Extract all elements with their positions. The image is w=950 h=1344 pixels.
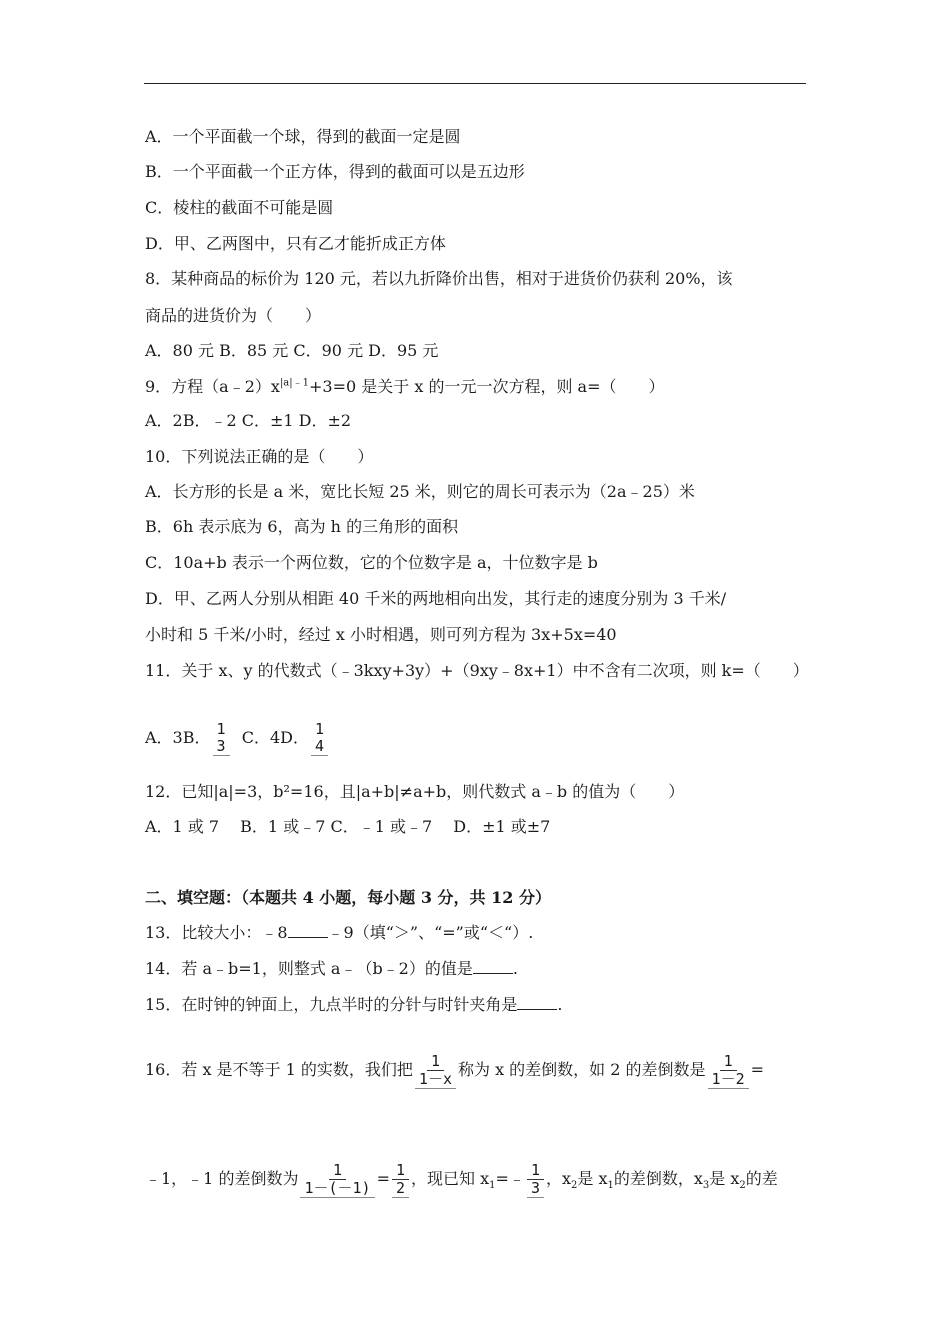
fraction-denominator: 3 (527, 1180, 544, 1198)
fraction-numerator: 1 (720, 1053, 737, 1071)
fraction-numerator: 1 (392, 1162, 409, 1180)
fraction-denominator: 4 (311, 738, 328, 756)
q8-options: A．80 元 B．85 元 C．90 元 D．95 元 (145, 341, 439, 360)
q16-equals-2: = (376, 1169, 390, 1188)
q9-exponent: |a|﹣1 (279, 377, 309, 389)
q16-l2-eq: =﹣ (495, 1169, 525, 1188)
q16-fraction-1-over-2 (392, 1162, 409, 1198)
q16-l2-a: ，x (545, 1169, 571, 1188)
q16-fraction-1-over-3 (527, 1162, 544, 1198)
q16-line2 (145, 1157, 778, 1201)
q16-fraction-1-over-1-minus-x (415, 1053, 456, 1089)
q14-pre: 14．若 a﹣b=1，则整式 a﹣（b﹣2）的值是 (145, 959, 473, 978)
fraction-denominator: 2 (392, 1180, 409, 1198)
q12-stem: 12．已知|a|=3，b²=16，且|a+b|≠a+b，则代数式 a﹣b 的值为（ ） (145, 782, 685, 801)
q16-l2-c: 的差倒数，x (613, 1169, 703, 1188)
q11-option-c-d-prefix: C．4D． (241, 728, 309, 747)
q11-option-d-fraction (311, 721, 328, 756)
q16-l2-d: 是 x (709, 1169, 740, 1188)
header-rule (144, 83, 806, 84)
q14 (145, 958, 518, 980)
subscript: 1 (607, 1180, 614, 1192)
q9-options: A．2B．﹣2 C．±1 D．±2 (145, 411, 352, 430)
q13 (145, 922, 533, 944)
q13-answer-blank[interactable] (288, 923, 328, 938)
q11-stem: 11．关于 x、y 的代数式（﹣3kxy+3y）+（9xy﹣8x+1）中不含有二次项，则 k=（ ） (145, 661, 809, 680)
q11-option-a-b-prefix: A．3B． (145, 728, 211, 747)
fraction-denominator: 3 (213, 738, 230, 756)
q8-stem-line1: 8．某种商品的标价为 120 元，若以九折降价出售，相对于进货价仍获利 20%，该 (145, 269, 733, 288)
q9-stem (145, 376, 665, 398)
q10-option-b: B．6h 表示底为 6，高为 h 的三角形的面积 (145, 517, 459, 536)
subscript: 3 (702, 1180, 710, 1192)
q8-stem-line2: 商品的进货价为（ ） (145, 306, 322, 325)
subscript: 2 (739, 1180, 746, 1192)
q10-option-d-line2: 小时和 5 千米/小时，经过 x 小时相遇，则可列方程为 3x+5x=40 (145, 625, 617, 644)
q7-option-b: B．一个平面截一个正方体，得到的截面可以是五边形 (145, 162, 525, 181)
q16-fraction-1-over-1-minus-2 (708, 1053, 749, 1089)
q12-options: A．1 或 7 B．1 或﹣7 C．﹣1 或﹣7 D．±1 或±7 (145, 817, 551, 836)
q7-option-d: D．甲、乙两图中，只有乙才能折成正方体 (145, 234, 446, 253)
subscript: 2 (571, 1180, 578, 1192)
q11-options (145, 718, 330, 758)
subscript: 1 (489, 1180, 496, 1192)
q13-pre: 13．比较大小：﹣8 (145, 923, 288, 942)
q7-option-c: C．棱柱的截面不可能是圆 (145, 198, 334, 217)
fraction-denominator: 1－(－1) (300, 1180, 374, 1198)
q7-option-a: A．一个平面截一个球，得到的截面一定是圆 (145, 127, 461, 146)
q10-option-d-line1: D．甲、乙两人分别从相距 40 千米的两地相向出发，其行走的速度分别为 3 千米/ (145, 589, 727, 608)
q14-answer-blank[interactable] (473, 959, 513, 974)
q16-mid: 称为 x 的差倒数，如 2 的差倒数是 (457, 1060, 706, 1079)
q16-l2-e: 的差 (745, 1169, 778, 1188)
fraction-denominator: 1－x (415, 1071, 456, 1089)
q15-answer-blank[interactable] (517, 995, 557, 1010)
q16-l2-mid: ，现已知 x (411, 1169, 490, 1188)
q9-stem-post: +3=0 是关于 x 的一元一次方程，则 a=（ ） (309, 377, 665, 396)
q16-l2-pre: ﹣1，﹣1 的差倒数为 (145, 1169, 299, 1188)
q10-option-a: A．长方形的长是 a 米，宽比长短 25 米，则它的周长可表示为（2a﹣25）米 (145, 482, 695, 501)
q15-post: . (557, 995, 563, 1014)
q13-post: ﹣9（填“＞”、“=”或“＜“）. (327, 923, 534, 942)
q11-option-b-fraction (213, 721, 230, 756)
fraction-numerator: 1 (216, 720, 226, 738)
q16-line1 (145, 1048, 764, 1092)
q9-stem-pre: 9．方程（a﹣2）x (145, 377, 280, 396)
q16-equals: = (750, 1060, 765, 1079)
fraction-numerator: 1 (427, 1053, 444, 1071)
q15-pre: 15．在时钟的钟面上，九点半时的分针与时针夹角是 (145, 995, 518, 1014)
q14-post: . (512, 959, 518, 978)
fraction-numerator: 1 (527, 1162, 544, 1180)
q15 (145, 994, 562, 1016)
q16-l2-b: 是 x (577, 1169, 608, 1188)
q10-option-c: C．10a+b 表示一个两位数，它的个位数字是 a，十位数字是 b (145, 553, 598, 572)
fraction-denominator: 1－2 (708, 1071, 749, 1089)
fraction-numerator: 1 (329, 1162, 346, 1180)
q16-pre: 16．若 x 是不等于 1 的实数，我们把 (145, 1060, 413, 1079)
q10-stem: 10．下列说法正确的是（ ） (145, 447, 374, 466)
q16-fraction-1-over-1-minus-neg1 (300, 1162, 374, 1198)
section-2-heading: 二、填空题：（本题共 4 小题，每小题 3 分，共 12 分） (145, 888, 551, 907)
fraction-numerator: 1 (314, 720, 324, 738)
